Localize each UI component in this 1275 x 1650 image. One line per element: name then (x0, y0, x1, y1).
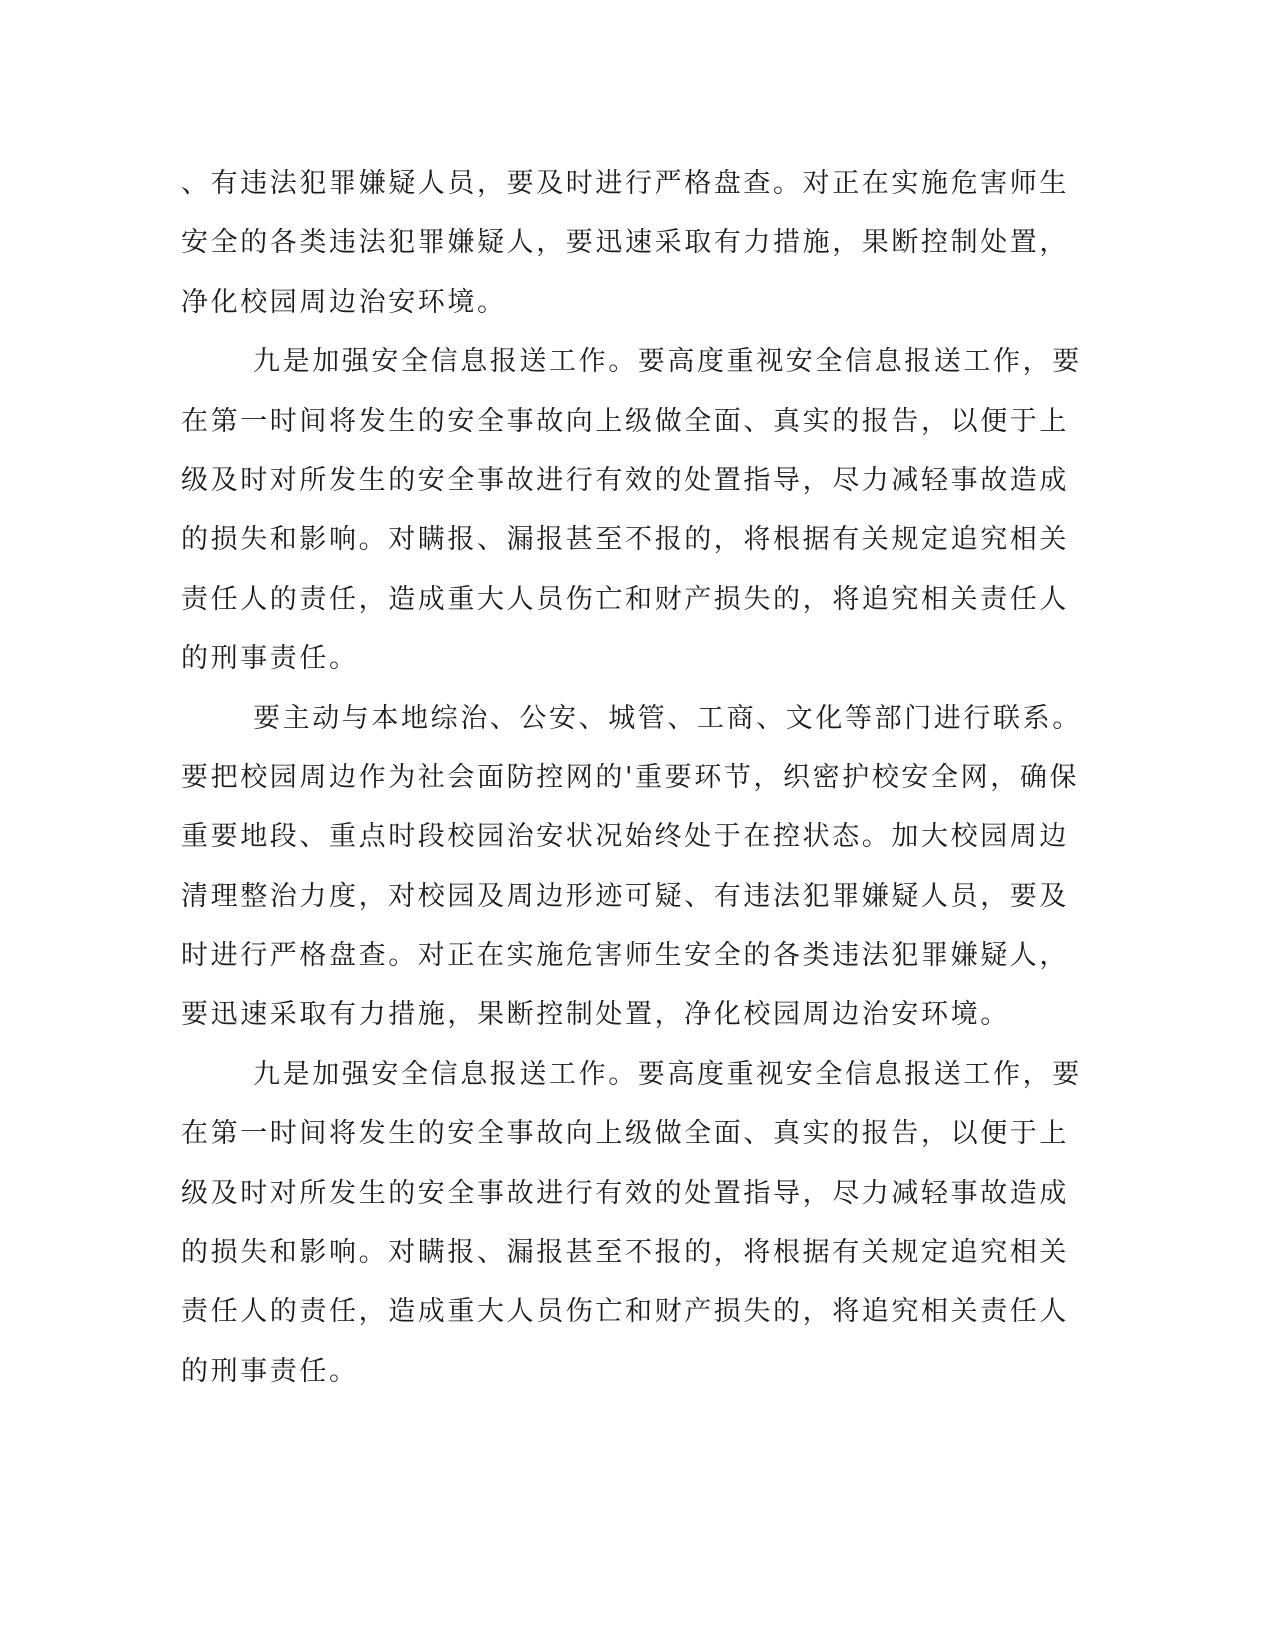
text-line: 的损失和影响。对瞒报、漏报甚至不报的，将根据有关规定追究相关 (181, 1237, 1069, 1269)
text-line: 重要地段、重点时段校园治安状况始终处于在控状态。加大校园周边 (181, 821, 1069, 853)
text-line: 要把校园周边作为社会面防控网的'重要环节，织密护校安全网，确保 (181, 761, 1080, 793)
text-line: 时进行严格盘查。对正在实施危害师生安全的各类违法犯罪嫌疑人， (181, 940, 1069, 972)
text-line: 的刑事责任。 (181, 1355, 359, 1387)
text-line: 的损失和影响。对瞒报、漏报甚至不报的，将根据有关规定追究相关 (181, 524, 1069, 556)
text-line: 责任人的责任，造成重大人员伤亡和财产损失的，将追究相关责任人 (181, 583, 1069, 615)
text-line: 级及时对所发生的安全事故进行有效的处置指导，尽力减轻事故造成 (181, 464, 1069, 496)
paragraph-first-line: 要主动与本地综治、公安、城管、工商、文化等部门进行联系。 (253, 702, 1082, 734)
text-line: 要迅速采取有力措施，果断控制处置，净化校园周边治安环境。 (181, 999, 1010, 1031)
text-line: 在第一时间将发生的安全事故向上级做全面、真实的报告，以便于上 (181, 1118, 1069, 1150)
text-line: 在第一时间将发生的安全事故向上级做全面、真实的报告，以便于上 (181, 405, 1069, 437)
text-line: 净化校园周边治安环境。 (181, 286, 507, 318)
text-line: 的刑事责任。 (181, 643, 359, 675)
paragraph-first-line: 九是加强安全信息报送工作。要高度重视安全信息报送工作，要 (253, 346, 1082, 378)
text-line: 清理整治力度，对校园及周边形迹可疑、有违法犯罪嫌疑人员，要及 (181, 880, 1069, 912)
text-line: 责任人的责任，造成重大人员伤亡和财产损失的，将追究相关责任人 (181, 1296, 1069, 1328)
text-line: 安全的各类违法犯罪嫌疑人，要迅速采取有力措施，果断控制处置， (181, 227, 1069, 259)
text-line: 级及时对所发生的安全事故进行有效的处置指导，尽力减轻事故造成 (181, 1177, 1069, 1209)
paragraph-first-line: 九是加强安全信息报送工作。要高度重视安全信息报送工作，要 (253, 1058, 1082, 1090)
body-text (181, 154, 1082, 1401)
text-line: 、有违法犯罪嫌疑人员，要及时进行严格盘查。对正在实施危害师生 (181, 168, 1069, 199)
